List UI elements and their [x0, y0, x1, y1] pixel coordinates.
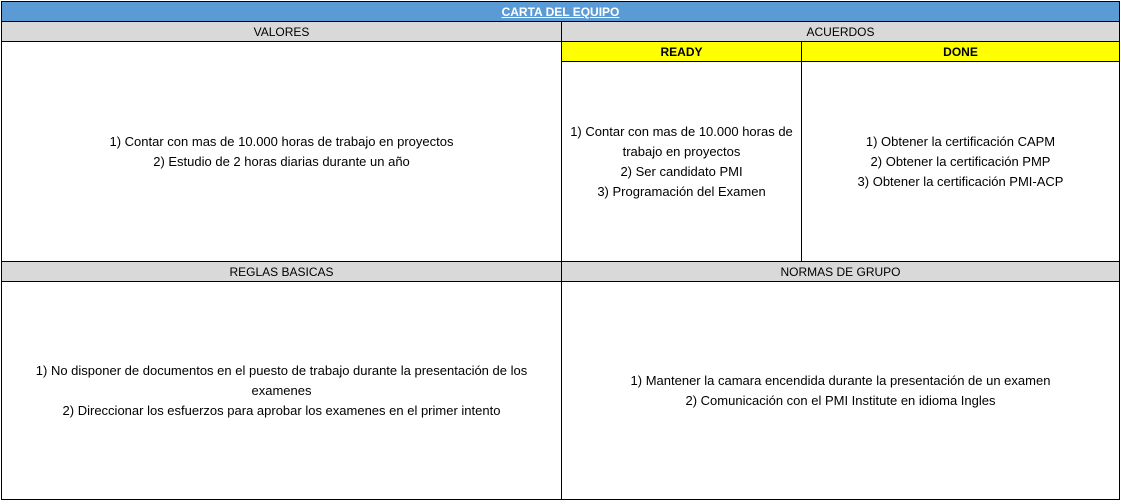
- ready-done-divider: [801, 42, 802, 262]
- done-line: 2) Obtener la certificación PMP: [870, 153, 1051, 169]
- done-line: 3) Obtener la certificación PMI-ACP: [857, 173, 1064, 189]
- sheet-title: CARTA DEL EQUIPO: [2, 2, 1119, 22]
- team-charter-sheet: [1, 1, 1120, 500]
- reglas-line: 2) Direccionar los esfuerzos para aprobar los examenes en el primer intento: [62, 402, 501, 418]
- reglas-header: REGLAS BASICAS: [2, 262, 561, 282]
- reglas-line: examenes: [251, 382, 312, 398]
- acuerdos-header: ACUERDOS: [562, 22, 1119, 42]
- normas-line: 1) Mantener la camara encendida durante la presentación de un examen: [630, 372, 1051, 388]
- ready-content: [562, 62, 801, 261]
- valores-content: [2, 42, 561, 261]
- ready-line: 3) Programación del Examen: [597, 183, 766, 199]
- ready-line: 1) Contar con mas de 10.000 horas de: [570, 123, 793, 139]
- done-header: DONE: [802, 42, 1119, 62]
- normas-header: NORMAS DE GRUPO: [562, 262, 1119, 282]
- ready-header: READY: [562, 42, 801, 62]
- valores-line: 2) Estudio de 2 horas diarias durante un año: [153, 153, 410, 169]
- done-line: 1) Obtener la certificación CAPM: [865, 133, 1056, 149]
- done-content: [802, 62, 1119, 261]
- ready-line: trabajo en proyectos: [622, 143, 741, 159]
- valores-header: VALORES: [2, 22, 561, 42]
- ready-line: 2) Ser candidato PMI: [620, 163, 743, 179]
- row-divider: [2, 261, 1119, 262]
- normas-content: [562, 282, 1119, 499]
- reglas-line: 1) No disponer de documentos en el puesto de trabajo durante la presentación de los: [35, 362, 528, 378]
- reglas-content: [2, 282, 561, 499]
- valores-line: 1) Contar con mas de 10.000 horas de trabajo en proyectos: [109, 133, 454, 149]
- normas-line: 2) Comunicación con el PMI Institute en idioma Ingles: [685, 392, 996, 408]
